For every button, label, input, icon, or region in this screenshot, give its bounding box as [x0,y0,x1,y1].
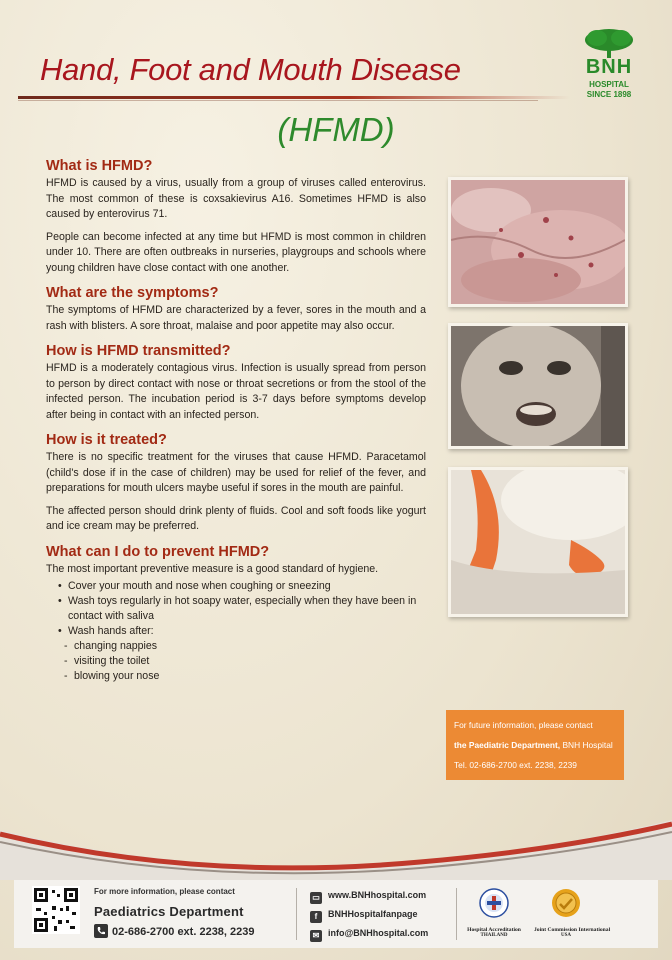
list-item: - visiting the toilet [64,654,426,669]
accreditation-title: Hospital Accreditation [467,927,521,933]
title-rule-thin [18,100,538,101]
logo-since: SINCE 1898 [586,90,632,99]
email-link[interactable]: info@BNHhospital.com [328,928,429,938]
jci-seal-icon [551,888,581,918]
website-link[interactable]: www.BNHhospital.com [328,890,427,900]
email-icon: ✉ [310,930,322,942]
footer-phone-number: 02-686-2700 ext. 2238, 2239 [112,926,255,938]
hand-wash-list [64,639,426,684]
contact-department: the Paediatric Department, [454,740,561,750]
facebook-icon: f [310,911,322,923]
photo-baby-feet [448,467,628,617]
accreditation-country: THAILAND [480,933,508,938]
footer-email[interactable] [310,928,428,942]
photo-hand-rash [448,177,628,307]
list-item: - blowing your nose [64,669,426,684]
accreditation-thailand [462,888,526,938]
section-symptoms [46,285,426,334]
paragraph: People can become infected at any time but HFMD is most common in children under 10. There are often outbreaks in nurseries, playgroups and schools where young children have close contact with one another. [46,230,426,274]
footer-facebook[interactable] [310,909,418,923]
qr-code [32,886,80,934]
section-title: How is HFMD transmitted? [46,343,231,359]
contact-line [454,739,617,751]
paragraph: HFMD is a moderately contagious virus. Infection is usually spread from person to person by direct contact with nose or throat secretions or from the stool of the infected person. The incubation period is 3-7 days before symptoms develop after being in contact with an infected person. [46,362,426,421]
title-rule [18,96,570,99]
footer-swoosh [0,820,672,880]
contact-phone: Tel. 02-686-2700 ext. 2238, 2239 [454,760,577,770]
section-title: What can I do to prevent HFMD? [46,543,270,560]
section-prevent [46,544,426,685]
footer-department: Paediatrics Department [94,904,244,919]
logo-subtitle: HOSPITAL [589,80,629,89]
footer-divider [456,888,457,940]
footer [14,880,658,948]
paragraph: The affected person should drink plenty of fluids. Cool and soft foods like yogurt and ice cream may be preferred. [46,504,426,532]
footer-phone [94,924,255,938]
footer-website[interactable] [310,890,426,904]
photo-baby-face [448,323,628,449]
section-what [46,158,426,276]
facebook-link[interactable]: BNHHospitalfanpage [328,909,418,919]
page-subtitle: (HFMD) [277,111,395,148]
footer-label: For more information, please contact [94,887,235,896]
main-content [46,158,426,693]
phone-icon [94,924,108,938]
prevention-list [58,579,426,639]
section-title: How is it treated? [46,432,167,448]
list-item: • Wash toys regularly in hot soapy water, especially when they have been in contact with saliva [58,594,426,624]
contact-box [446,710,624,780]
monitor-icon: ▭ [310,892,322,904]
list-item: • Wash hands after: [58,624,426,639]
paragraph: HFMD is caused by a virus, usually from a group of viruses called enterovirus. The most common of these is coxsakievirus A16. Sometimes HFMD is also caused by enterovirus 71. [46,177,426,220]
bnh-logo [573,28,645,108]
list-item: - changing nappies [64,639,426,654]
paragraph: The most important preventive measure is a good standard of hygiene. [46,562,379,575]
section-transmitted [46,343,426,423]
section-title: What is HFMD? [46,158,153,174]
accreditation-jci [534,888,611,938]
footer-divider [296,888,297,940]
accreditation-title: Joint Commission International [534,927,611,933]
list-item: • Cover your mouth and nose when coughing or sneezing [58,579,426,594]
section-title: What are the symptoms? [46,285,219,301]
accreditation-country: USA [560,933,571,938]
tree-icon [583,28,635,58]
section-treated [46,432,426,535]
contact-line: For future information, please contact [454,720,593,730]
hospital-accreditation-icon [479,888,509,918]
paragraph: The symptoms of HFMD are characterized by a fever, sores in the mouth and a rash with blisters. A sore throat, malaise and poor appetite may also occur. [46,304,426,332]
paragraph: There is no specific treatment for the viruses that cause HFMD. Paracetamol (child's dose if in the case of children) may be used for relief of the fever, and preparations for mouth ulcers maybe useful if sores in the mouth are painful. [46,451,426,494]
contact-hospital: BNH Hospital [560,740,613,750]
logo-name: BNH [585,56,633,78]
page-title: Hand, Foot and Mouth Disease [40,52,461,87]
